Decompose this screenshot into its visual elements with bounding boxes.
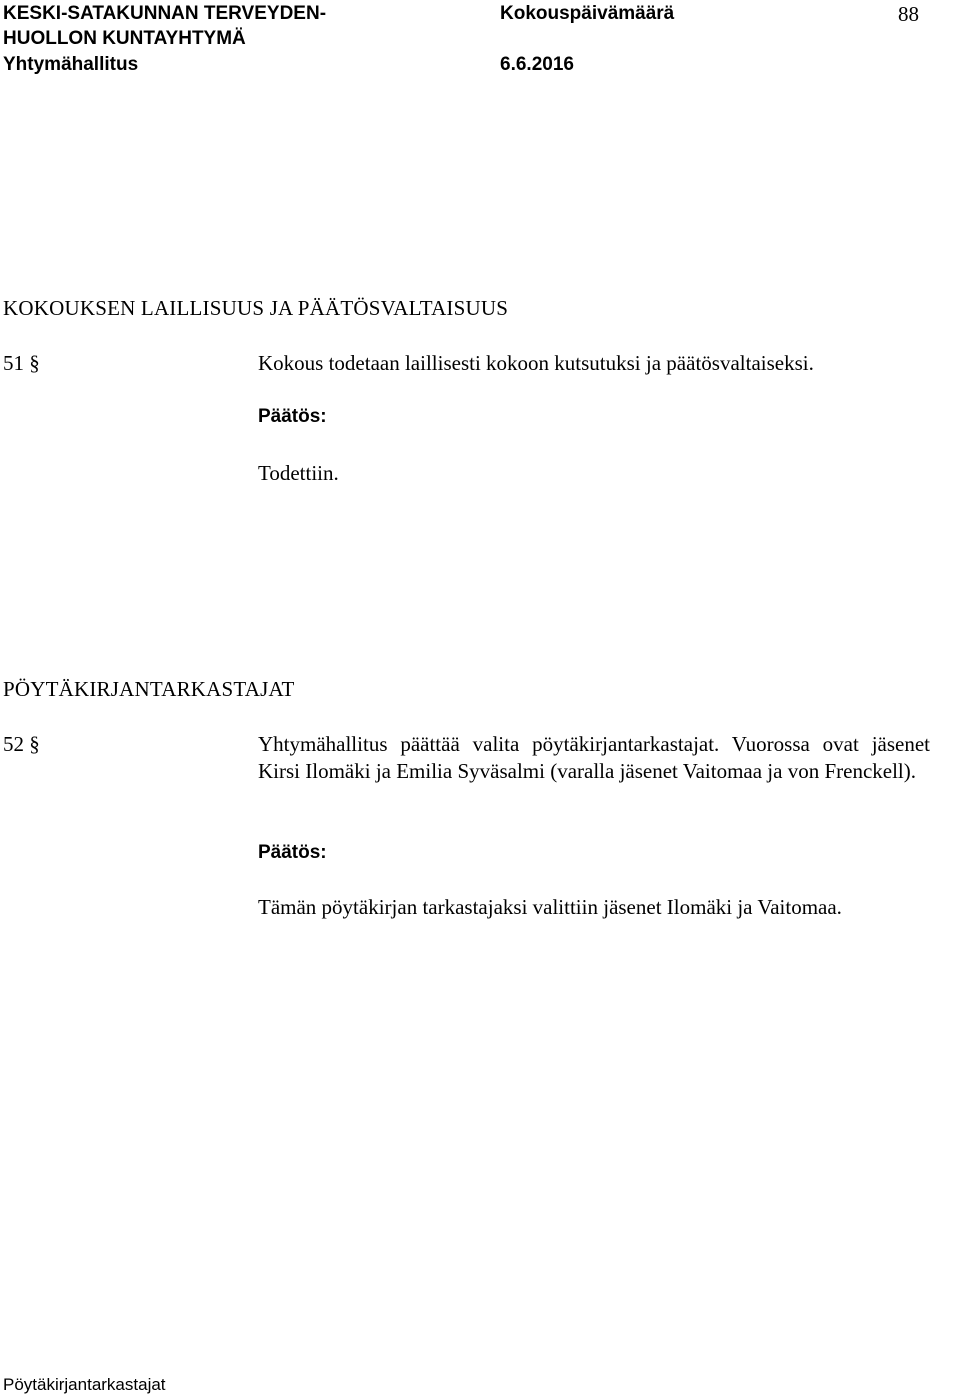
governing-body-name: Yhtymähallitus <box>3 54 139 75</box>
organization-name-line1: KESKI-SATAKUNNAN TERVEYDEN- <box>3 3 327 24</box>
section-title: PÖYTÄKIRJANTARKASTAJAT <box>3 677 295 701</box>
section-title: KOKOUKSEN LAILLISUUS JA PÄÄTÖSVALTAISUUS <box>3 296 509 320</box>
decision-text: Todettiin. <box>258 461 339 485</box>
decision-label: Päätös: <box>258 842 327 863</box>
section-body-text: Kokous todetaan laillisesti kokoon kutsutuksi ja päätösvaltaiseksi. <box>258 351 814 375</box>
section-number: 51 § <box>3 351 40 375</box>
meeting-date-label: Kokouspäivämäärä <box>500 3 675 24</box>
decision-text: Tämän pöytäkirjan tarkastajaksi valittiin jäsenet Ilomäki ja Vaitomaa. <box>258 895 842 919</box>
page-number: 88 <box>898 2 919 26</box>
organization-name-line2: HUOLLON KUNTAYHTYMÄ <box>3 28 246 49</box>
footer-label: Pöytäkirjantarkastajat <box>3 1375 166 1394</box>
section-number: 52 § <box>3 732 40 756</box>
meeting-date: 6.6.2016 <box>500 54 574 75</box>
decision-label: Päätös: <box>258 406 327 427</box>
section-body-text: Yhtymähallitus päättää valita pöytäkirjantarkastajat. Vuorossa ovat jäsenet Kirsi Ilomäki ja Emilia Syväsalmi (varalla jäsenet Vaitomaa ja von Frenckell). <box>258 732 930 783</box>
